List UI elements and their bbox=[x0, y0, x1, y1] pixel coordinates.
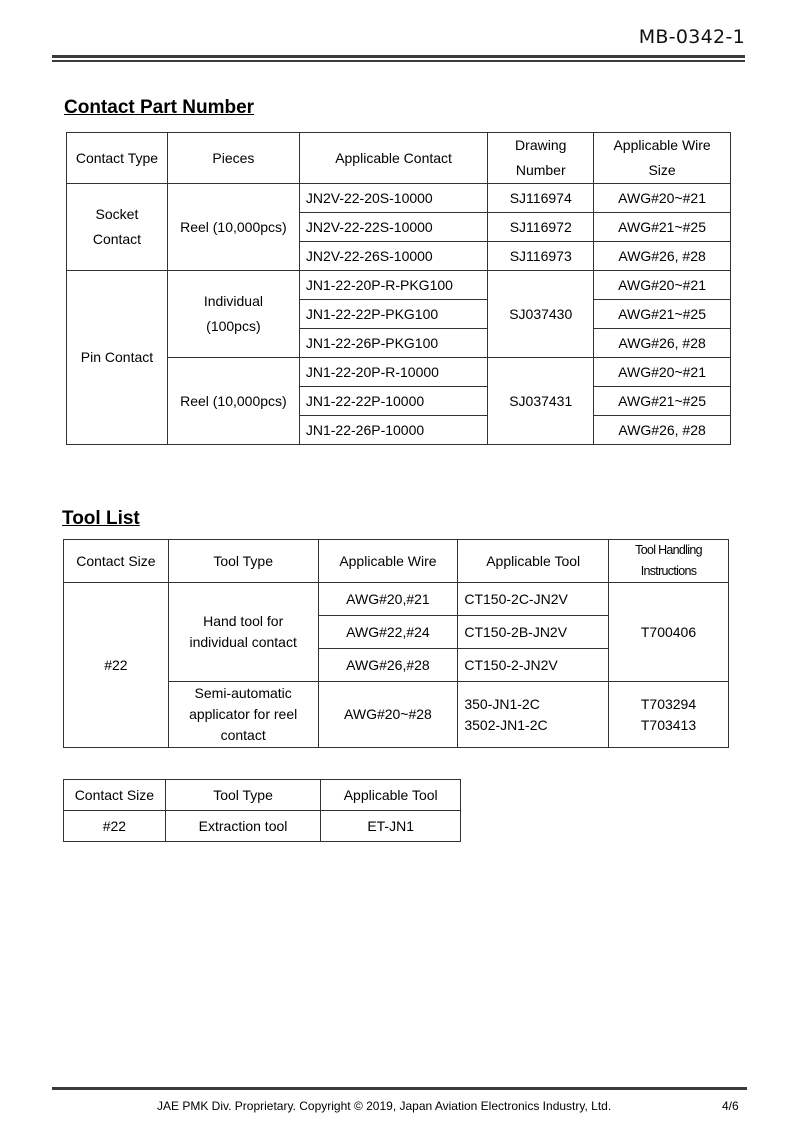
contact-cell: JN1-22-20P-R-PKG100 bbox=[299, 271, 487, 300]
table-row bbox=[67, 184, 731, 213]
contact-size-cell: #22 bbox=[64, 583, 169, 748]
table-header-row bbox=[64, 540, 729, 583]
document-id: MB-0342-1 bbox=[638, 26, 745, 48]
contact-size-cell: #22 bbox=[64, 811, 166, 842]
header-cell: Contact Size bbox=[64, 780, 166, 811]
wire-cell: AWG#20,#21 bbox=[318, 583, 458, 616]
header-rule bbox=[52, 55, 745, 58]
header-cell: Drawing Number bbox=[488, 133, 594, 184]
tool-cell bbox=[458, 682, 609, 748]
extraction-tool-table bbox=[63, 779, 461, 842]
instruction-code: T703413 bbox=[640, 716, 697, 733]
tool-type-cell: Semi-automatic applicator for reel contact bbox=[168, 682, 318, 748]
tool-cell: CT150-2-JN2V bbox=[458, 649, 609, 682]
contact-cell: JN1-22-26P-10000 bbox=[299, 416, 487, 445]
wire-cell: AWG#22,#24 bbox=[318, 616, 458, 649]
contact-type-cell: Pin Contact bbox=[67, 271, 168, 445]
wire-cell: AWG#20~#21 bbox=[594, 271, 731, 300]
wire-cell: AWG#20~#28 bbox=[318, 682, 458, 748]
wire-cell: AWG#26,#28 bbox=[318, 649, 458, 682]
wire-cell: AWG#26, #28 bbox=[594, 329, 731, 358]
table-row bbox=[64, 811, 461, 842]
contact-cell: JN1-22-20P-R-10000 bbox=[299, 358, 487, 387]
contact-type-cell: Socket Contact bbox=[67, 184, 168, 271]
tool-list-heading: Tool List bbox=[62, 508, 140, 529]
table-header-row bbox=[67, 133, 731, 184]
wire-cell: AWG#26, #28 bbox=[594, 416, 731, 445]
drawing-cell: SJ116973 bbox=[488, 242, 594, 271]
contact-cell: JN1-22-26P-PKG100 bbox=[299, 329, 487, 358]
tool-name: 350-JN1-2C bbox=[464, 695, 540, 712]
contact-part-number-heading: Contact Part Number bbox=[64, 97, 255, 118]
contact-cell: JN2V-22-26S-10000 bbox=[299, 242, 487, 271]
header-cell: Applicable Contact bbox=[299, 133, 487, 184]
header-cell: Pieces bbox=[167, 133, 299, 184]
instructions-cell: T700406 bbox=[609, 583, 729, 682]
contact-cell: JN1-22-22P-10000 bbox=[299, 387, 487, 416]
tool-type-cell: Extraction tool bbox=[165, 811, 321, 842]
header-cell: Applicable Wire Size bbox=[594, 133, 731, 184]
instruction-code: T703294 bbox=[640, 695, 697, 712]
tool-cell: ET-JN1 bbox=[321, 811, 461, 842]
pieces-cell: Reel (10,000pcs) bbox=[167, 184, 299, 271]
drawing-cell: SJ116972 bbox=[488, 213, 594, 242]
contact-cell: JN2V-22-22S-10000 bbox=[299, 213, 487, 242]
contact-part-number-table bbox=[66, 132, 731, 445]
tool-list-table bbox=[63, 539, 729, 748]
wire-cell: AWG#20~#21 bbox=[594, 358, 731, 387]
table-row bbox=[64, 583, 729, 616]
table-header-row bbox=[64, 780, 461, 811]
copyright-text: JAE PMK Div. Proprietary. Copyright © 2019, Japan Aviation Electronics Industry, Ltd. bbox=[157, 1099, 612, 1113]
header-cell: Tool Type bbox=[165, 780, 321, 811]
wire-cell: AWG#21~#25 bbox=[594, 213, 731, 242]
wire-cell: AWG#26, #28 bbox=[594, 242, 731, 271]
tool-cell: CT150-2B-JN2V bbox=[458, 616, 609, 649]
header-cell: Contact Type bbox=[67, 133, 168, 184]
drawing-cell: SJ037430 bbox=[488, 271, 594, 358]
header-cell: Contact Size bbox=[64, 540, 169, 583]
wire-cell: AWG#21~#25 bbox=[594, 387, 731, 416]
wire-cell: AWG#21~#25 bbox=[594, 300, 731, 329]
wire-cell: AWG#20~#21 bbox=[594, 184, 731, 213]
drawing-cell: SJ037431 bbox=[488, 358, 594, 445]
header-rule-inner bbox=[52, 60, 745, 62]
pieces-cell: Individual (100pcs) bbox=[167, 271, 299, 358]
drawing-cell: SJ116974 bbox=[488, 184, 594, 213]
header-cell: Tool Handling Instructions bbox=[609, 540, 729, 583]
instructions-cell bbox=[609, 682, 729, 748]
footer-rule bbox=[52, 1087, 747, 1090]
header-cell: Tool Type bbox=[168, 540, 318, 583]
header-cell: Applicable Wire bbox=[318, 540, 458, 583]
tool-type-cell: Hand tool for individual contact bbox=[168, 583, 318, 682]
tool-cell: CT150-2C-JN2V bbox=[458, 583, 609, 616]
header-cell: Applicable Tool bbox=[458, 540, 609, 583]
contact-cell: JN1-22-22P-PKG100 bbox=[299, 300, 487, 329]
contact-cell: JN2V-22-20S-10000 bbox=[299, 184, 487, 213]
table-row bbox=[67, 271, 731, 300]
pieces-cell: Reel (10,000pcs) bbox=[167, 358, 299, 445]
tool-name: 3502-JN1-2C bbox=[464, 716, 548, 733]
page-number: 4/6 bbox=[722, 1099, 739, 1113]
header-cell: Applicable Tool bbox=[321, 780, 461, 811]
